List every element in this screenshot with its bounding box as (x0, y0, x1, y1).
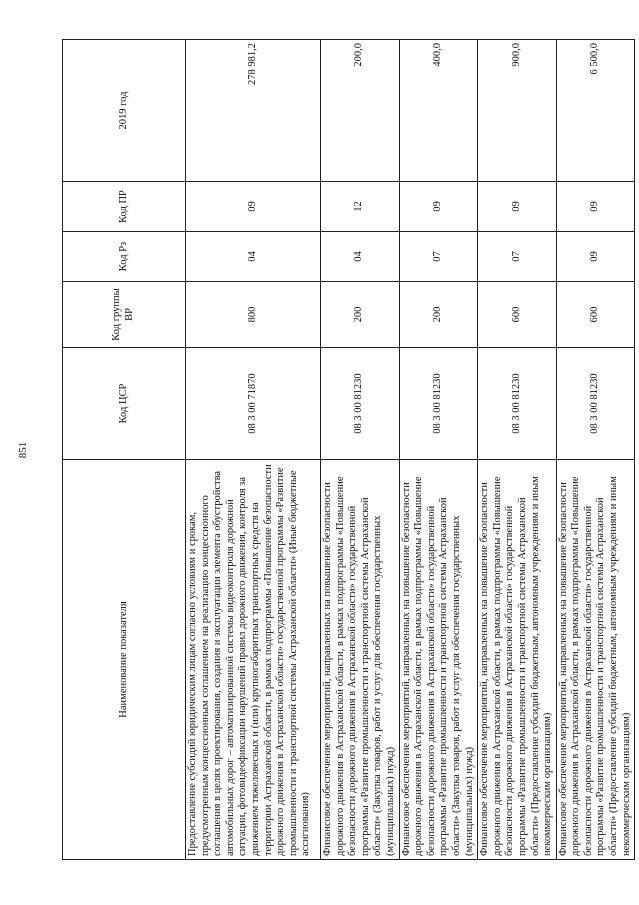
row-vr: 600 (556, 282, 635, 348)
row-rz: 04 (321, 232, 400, 282)
row-rz: 07 (478, 232, 557, 282)
row-pr: 09 (399, 182, 478, 232)
row-name: Предоставление субсидий юридическим лицам согласно условиям и срокам, предусмотренным концессионным соглашением на реализацию концессионного соглашения в целях проектирования, создания и эксплуатации элемента обустройства автомобильных дорог – автоматизированной системы видеоконтроля дорожной ситуации, фотовидеофиксации нарушений правил дорожного движения, контроля за движением тяжеловесных и (или) крупногабаритных транспортных средств на территории Астраханской области, в рамках подпрограммы «Повышение безопасности дорожного движения в Астраханской области» государственной программы «Развитие промышленности и транспортной системы Астраханской области» (Иные бюджетные ассигнования) (186, 460, 321, 860)
row-name: Финансовое обеспечение мероприятий, направленных на повышение безопасности дорожного движения в Астраханской области, в рамках подпрограммы «Повышение безопасности дорожного движения в Астраханской области» государственной программы «Развитие промышленности и транспортной системы Астраханской области» (Предоставление субсидий бюджетным, автономным учреждениям и иным некоммерческим организациям) (556, 460, 635, 860)
row-name: Финансовое обеспечение мероприятий, направленных на повышение безопасности дорожного движения в Астраханской области, в рамках подпрограммы «Повышение безопасности дорожного движения в Астраханской области» государственной программы «Развитие промышленности и транспортной системы Астраханской области» (Закупка товаров, работ и услуг для обеспечения государственных (муниципальных) нужд) (399, 460, 478, 860)
header-year: 2019 год (63, 40, 186, 182)
rotated-table-wrapper (62, 40, 632, 860)
row-vr: 200 (321, 282, 400, 348)
row-rz: 04 (186, 232, 321, 282)
header-rz: Код Рз (63, 232, 186, 282)
table-container (62, 40, 632, 860)
row-year: 6 500,0 (556, 40, 635, 182)
budget-table (62, 39, 635, 860)
row-csr: 08 3 00 81230 (321, 348, 400, 460)
row-year: 900,0 (478, 40, 557, 182)
table-row (399, 40, 478, 860)
header-csr: Код ЦСР (63, 348, 186, 460)
header-pr: Код ПР (63, 182, 186, 232)
row-vr: 600 (478, 282, 557, 348)
table-row (478, 40, 557, 860)
row-csr: 08 3 00 81230 (556, 348, 635, 460)
row-year: 200,0 (321, 40, 400, 182)
header-vr: Код группы ВР (63, 282, 186, 348)
row-csr: 08 3 00 71870 (186, 348, 321, 460)
table-row (321, 40, 400, 860)
page-number: 851 (17, 441, 29, 459)
table-row (556, 40, 635, 860)
header-name: Наименование показателя (63, 460, 186, 860)
table-header-row (63, 40, 186, 860)
row-rz: 07 (399, 232, 478, 282)
row-name: Финансовое обеспечение мероприятий, направленных на повышение безопасности дорожного движения в Астраханской области, в рамках подпрограммы «Повышение безопасности дорожного движения в Астраханской области» государственной программы «Развитие промышленности и транспортной системы Астраханской области» (Закупка товаров, работ и услуг для обеспечения государственных (муниципальных) нужд) (321, 460, 400, 860)
row-year: 278 981,2 (186, 40, 321, 182)
row-csr: 08 3 00 81230 (399, 348, 478, 460)
row-pr: 09 (478, 182, 557, 232)
row-vr: 200 (399, 282, 478, 348)
row-csr: 08 3 00 81230 (478, 348, 557, 460)
table-row (186, 40, 321, 860)
row-name: Финансовое обеспечение мероприятий, направленных на повышение безопасности дорожного движения в Астраханской области, в рамках подпрограммы «Повышение безопасности дорожного движения в Астраханской области» государственной программы «Развитие промышленности и транспортной системы Астраханской области» (Предоставление субсидий бюджетным, автономным учреждениям и иным некоммерческим организациям) (478, 460, 557, 860)
row-rz: 09 (556, 232, 635, 282)
row-pr: 09 (186, 182, 321, 232)
row-year: 400,0 (399, 40, 478, 182)
row-vr: 800 (186, 282, 321, 348)
row-pr: 09 (556, 182, 635, 232)
row-pr: 12 (321, 182, 400, 232)
